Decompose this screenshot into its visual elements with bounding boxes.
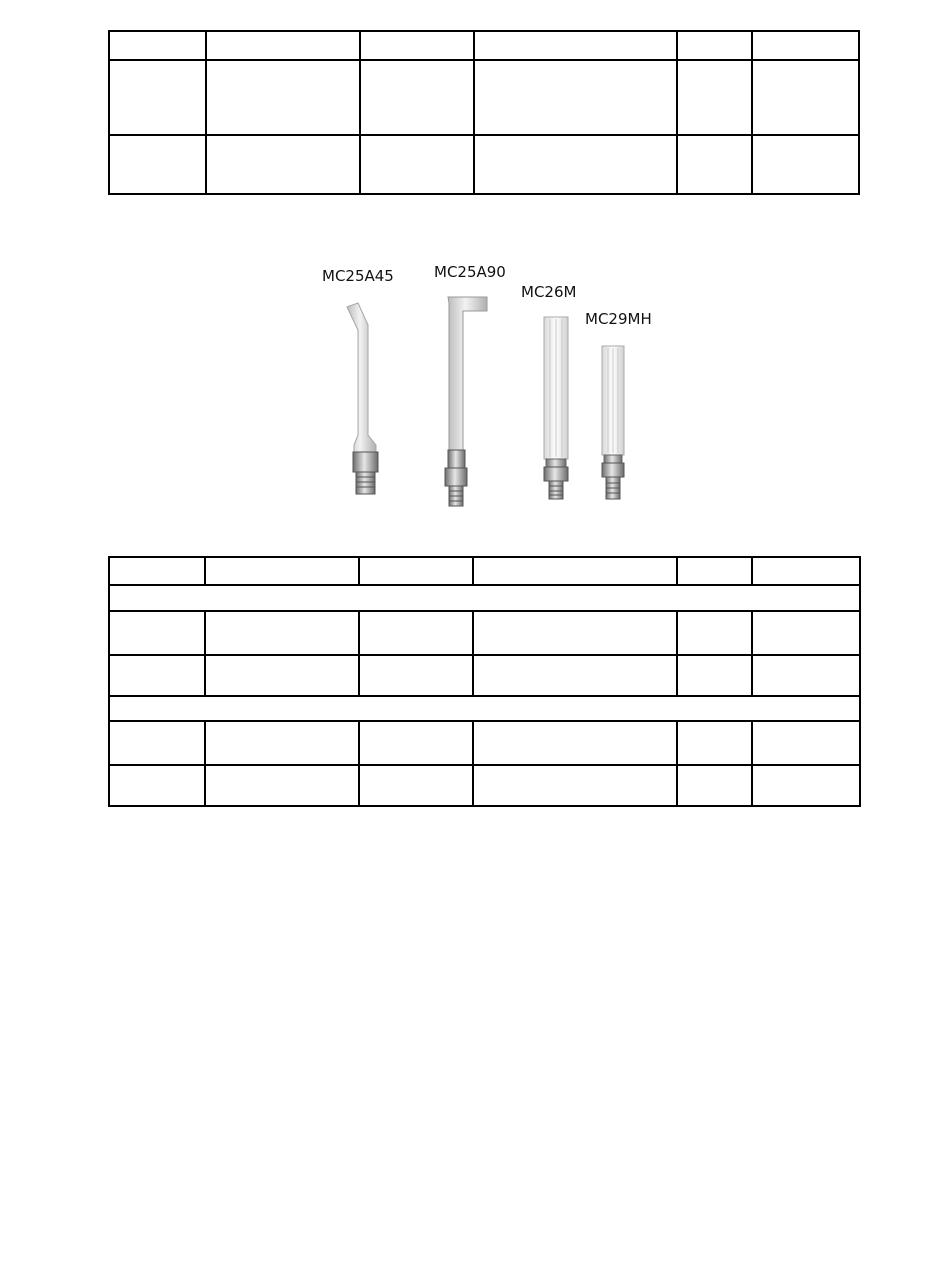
- table-section-cell: [109, 585, 860, 611]
- table-cell: [473, 611, 677, 655]
- table-cell: [205, 655, 359, 696]
- table-cell: [473, 557, 677, 585]
- spec-table-top: [108, 30, 860, 195]
- table-cell: [206, 60, 360, 135]
- table-cell: [752, 557, 860, 585]
- nozzle-product-figure: [300, 255, 680, 515]
- table-cell: [677, 135, 752, 194]
- table-cell: [206, 31, 360, 60]
- table-cell: [752, 60, 859, 135]
- table-cell: [359, 655, 473, 696]
- table-cell: [109, 135, 206, 194]
- table-cell: [677, 557, 752, 585]
- table-cell: [359, 721, 473, 765]
- table-row: [109, 721, 860, 765]
- table-cell: [205, 557, 359, 585]
- table-cell: [360, 31, 474, 60]
- table-row: [109, 765, 860, 806]
- table-cell: [109, 655, 205, 696]
- table-header-row: [109, 31, 859, 60]
- table-cell: [752, 721, 860, 765]
- table-row: [109, 60, 859, 135]
- nozzle-mc25a45: [347, 303, 378, 494]
- table-header-row: [109, 557, 860, 585]
- table-cell: [205, 721, 359, 765]
- table-cell: [677, 611, 752, 655]
- table-cell: [109, 611, 205, 655]
- table-row: [109, 135, 859, 194]
- table-cell: [474, 135, 677, 194]
- table-cell: [109, 31, 206, 60]
- table-cell: [474, 60, 677, 135]
- table-cell: [109, 557, 205, 585]
- table-cell: [752, 765, 860, 806]
- table-cell: [109, 721, 205, 765]
- table-cell: [359, 611, 473, 655]
- table-section-row: [109, 585, 860, 611]
- table-row: [109, 611, 860, 655]
- table-cell: [206, 135, 360, 194]
- table-cell: [473, 721, 677, 765]
- table-cell: [205, 765, 359, 806]
- table-cell: [473, 655, 677, 696]
- table-row: [109, 655, 860, 696]
- table-cell: [473, 765, 677, 806]
- table-cell: [474, 31, 677, 60]
- table-cell: [677, 60, 752, 135]
- table-cell: [109, 765, 205, 806]
- table-cell: [677, 31, 752, 60]
- table-cell: [109, 60, 206, 135]
- table-cell: [205, 611, 359, 655]
- table-section-row: [109, 696, 860, 721]
- table-cell: [677, 655, 752, 696]
- spec-table-bottom: [108, 556, 861, 807]
- label-mc26m: MC26M: [521, 283, 577, 301]
- label-mc25a90: MC25A90: [434, 263, 506, 281]
- table-cell: [677, 765, 752, 806]
- nozzle-mc26m: [544, 317, 568, 499]
- nozzle-mc29mh: [602, 346, 624, 499]
- table-section-cell: [109, 696, 860, 721]
- table-cell: [360, 60, 474, 135]
- label-mc25a45: MC25A45: [322, 267, 394, 285]
- nozzle-mc25a90: [445, 297, 487, 506]
- nozzle-photo: [300, 255, 680, 515]
- label-mc29mh: MC29MH: [585, 310, 652, 328]
- table-cell: [359, 557, 473, 585]
- table-cell: [752, 31, 859, 60]
- table-cell: [677, 721, 752, 765]
- table-cell: [752, 655, 860, 696]
- table-cell: [360, 135, 474, 194]
- table-cell: [752, 611, 860, 655]
- table-cell: [752, 135, 859, 194]
- table-cell: [359, 765, 473, 806]
